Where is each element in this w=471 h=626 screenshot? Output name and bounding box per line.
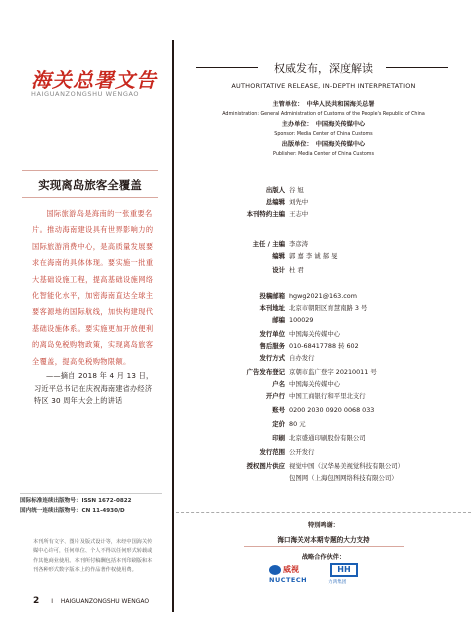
quote-attribution xyxy=(34,370,162,408)
staff-label: 发行方式 xyxy=(259,354,285,362)
logo-pinyin: HAIGUANZONGSHU WENGAO xyxy=(31,90,140,98)
issn-value: ISSN 1672-0822 xyxy=(81,498,132,504)
staff-value: 王志中 xyxy=(289,210,309,218)
staff-value: 刘先中 xyxy=(289,198,309,206)
sponsor-label: 主办单位： xyxy=(281,120,313,128)
staff-label: 发行单位 xyxy=(259,330,285,338)
issn-row xyxy=(20,496,132,506)
cn-value: CN 11-4930/D xyxy=(81,508,125,514)
logo-chinese: 海关总署文告 xyxy=(31,68,157,92)
staff-value: 郭 嘉 李 诚 郝 旻 xyxy=(289,252,338,260)
sponsor-english: Administration: General Administration of Customs of the People's Republic of China xyxy=(222,112,425,118)
staff-label: 定价 xyxy=(272,420,285,428)
staff-label: 印刷 xyxy=(272,434,285,442)
staff-value: 谷 旭 xyxy=(289,186,304,194)
staff-row xyxy=(176,472,471,484)
left-column xyxy=(0,0,170,626)
footer-separator: I xyxy=(51,598,53,605)
staff-label: 账号 xyxy=(272,406,285,414)
cn-label: 国内统一连续出版物号： xyxy=(20,508,82,514)
quote-body: 国际旅游岛是海南的一张重要名片。推动海南建设具有世界影响力的国际旅游消费中心，是高质量发展要求在海南的具体体现。要实施一批重大基础设施工程，提高基础设施网络化智能化水平，加密海南直达全球主要客源地的国际航线，加快构建现代基础设施体系。要实施更加开放便利的离岛免税购物政策，实现离岛旅客全覆盖，提高免税购物限额。 xyxy=(32,209,154,366)
staff-value: 80 元 xyxy=(289,420,306,428)
sponsor-value: 中国海关传媒中心 xyxy=(315,120,366,128)
sponsor-row xyxy=(176,140,471,150)
staff-value: 100029 xyxy=(289,316,314,324)
sponsor-label: 主管单位： xyxy=(272,101,304,108)
issn-block xyxy=(20,496,132,516)
staff-label: 编辑 xyxy=(272,252,285,260)
staff-value: 中国海关传媒中心 xyxy=(289,380,341,388)
staff-row xyxy=(176,432,471,444)
staff-value: 京朝市监广登字 20210011 号 xyxy=(289,368,377,376)
attribution-line-2: 习近平总书记在庆祝海南建省办经济 xyxy=(34,383,153,393)
staff-value: 北京市朝阳区育慧南路 3 号 xyxy=(289,304,368,312)
staff-row xyxy=(176,208,471,220)
staff-value: 视觉中国（汉华易美视觉科技有限公司） xyxy=(289,462,405,470)
sponsor-row xyxy=(176,100,471,110)
page-footer xyxy=(33,596,173,610)
copyright-notice: 本刊所有文字、图片及版式设计等，未经中国海关传媒中心许可，任何单位、个人不得以任何形式转载或作其他商业使用。本刊所付稿酬包括本刊印刷版和本刊各种形式数字版本上的作品著作权使用费。 xyxy=(33,539,153,574)
partner-title: 战略合作伙伴： xyxy=(301,554,346,561)
nuctech-logo xyxy=(269,564,325,586)
staff-row xyxy=(176,238,471,250)
column-divider xyxy=(172,40,174,612)
staff-row xyxy=(176,264,471,276)
staff-row xyxy=(176,184,471,196)
staff-label: 投稿邮箱 xyxy=(259,292,285,300)
staff-value: 包图网（上海包图网络科技有限公司） xyxy=(289,474,398,482)
staff-row xyxy=(176,390,471,402)
sponsor-value: 中华人民共和国海关总署 xyxy=(306,101,375,108)
masthead-subtitle: AUTHORITATIVE RELEASE, IN-DEPTH INTERPRETATION xyxy=(231,82,416,90)
staff-row xyxy=(176,446,471,458)
thanks-rule xyxy=(244,546,404,547)
attribution-line-3: 特区 30 周年大会上的讲话 xyxy=(34,396,123,406)
staff-label: 广告发布登记 xyxy=(246,368,285,376)
staff-row xyxy=(176,250,471,262)
magazine-logo xyxy=(31,64,155,104)
staff-row xyxy=(176,352,471,364)
issn-divider xyxy=(20,493,162,494)
sponsor-english: Publisher: Media Center of China Customs xyxy=(273,152,374,158)
issn-label: 国际标准连续出版物号： xyxy=(20,498,82,504)
thanks-title: 特别鸣谢： xyxy=(308,522,339,529)
title-rule-right xyxy=(386,67,448,68)
staff-value: 自办发行 xyxy=(289,354,315,362)
staff-row xyxy=(176,404,471,416)
staff-label: 出版人 xyxy=(265,186,285,194)
staff-label: 总编辑 xyxy=(265,198,285,206)
staff-label: 开户行 xyxy=(265,392,285,400)
staff-label: 户名 xyxy=(272,380,285,388)
staff-value: 中国工商银行和平里北支行 xyxy=(289,392,366,400)
staff-row xyxy=(176,302,471,314)
staff-value: 中国海关传媒中心 xyxy=(289,330,341,338)
nuctech-chinese: 威视 xyxy=(283,565,299,574)
staff-label: 本刊地址 xyxy=(259,304,285,312)
staff-value: 010-68417788 转 602 xyxy=(289,342,359,350)
lihong-logo xyxy=(328,563,370,587)
staff-label: 授权图片供应 xyxy=(246,462,285,470)
sponsor-row xyxy=(176,120,471,130)
staff-label: 售后服务 xyxy=(259,342,285,350)
staff-label: 设计 xyxy=(272,266,285,274)
nuctech-english: NUCTECH xyxy=(269,576,308,584)
staff-row xyxy=(176,340,471,352)
page-number: 2 xyxy=(33,596,40,606)
staff-row xyxy=(176,290,471,302)
staff-value: 杜 君 xyxy=(289,266,304,274)
lihong-name: 力鸿集团 xyxy=(328,580,347,585)
nuctech-mark-icon xyxy=(269,565,281,575)
staff-label: 主任 / 主编 xyxy=(252,240,285,248)
staff-row xyxy=(176,460,471,472)
staff-row xyxy=(176,196,471,208)
staff-value: hgwg2021@163.com xyxy=(289,292,357,300)
quote-headline: 实现离岛旅客全覆盖 xyxy=(22,170,158,198)
sponsor-block xyxy=(176,100,471,160)
staff-row xyxy=(176,366,471,378)
right-column xyxy=(176,0,471,626)
staff-label: 本刊特约主编 xyxy=(246,210,285,218)
staff-row xyxy=(176,378,471,390)
staff-row xyxy=(176,418,471,430)
cn-row xyxy=(20,506,132,516)
sponsor-english: Sponsor: Media Center of China Customs xyxy=(274,132,373,138)
staff-label: 邮编 xyxy=(272,316,285,324)
lihong-mark-icon: HH xyxy=(330,563,358,577)
staff-value: 北京盛通印刷股份有限公司 xyxy=(289,434,366,442)
masthead-title: 权威发布，深度解读 xyxy=(274,62,373,75)
attribution-line-1: ——摘自 2018 年 4 月 13 日， xyxy=(46,371,154,380)
footer-running-title: HAIGUANZONGSHU WENGAO xyxy=(60,598,150,605)
staff-value: 李彦涛 xyxy=(289,240,309,248)
bottom-divider xyxy=(176,512,471,513)
thanks-value: 海口海关对本期专题的大力支持 xyxy=(277,536,370,544)
sponsor-label: 出版单位： xyxy=(281,140,313,148)
staff-value: 公开发行 xyxy=(289,448,315,456)
sponsor-value: 中国海关传媒中心 xyxy=(315,140,366,148)
staff-row xyxy=(176,328,471,340)
staff-label: 发行范围 xyxy=(259,448,285,456)
staff-row xyxy=(176,314,471,326)
staff-value: 0200 2030 0920 0068 033 xyxy=(289,406,375,414)
